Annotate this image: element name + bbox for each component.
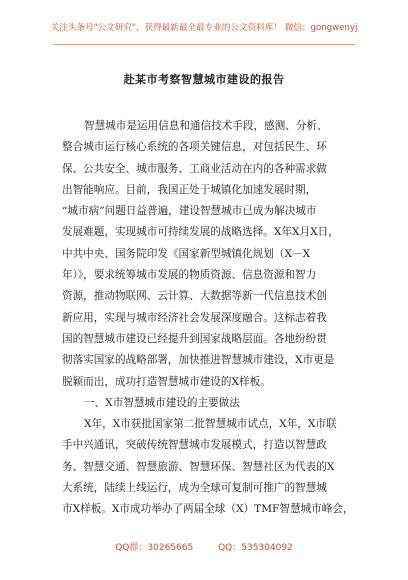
body-line: 发展难题，实现城市可持续发展的战略选择。X年X月X日， [62,226,339,239]
body-line: 大系统，陆续上线运行，成为全球可复制可推广的智慧城 [62,482,327,495]
body-line: 出智能响应。目前，我国正处于城镇化加速发展时期， [62,183,317,196]
body-line: 资源，推动物联网、云计算、大数据等新一代信息技术创 [62,290,327,303]
body-line: 国的智慧城市建设已经提升到国家战略层面。各地纷纷贯 [62,332,327,345]
footer-qq: QQ：535304092 [218,543,293,553]
header-divider [53,44,355,45]
body-line: 智慧城市是运用信息和通信技术手段，感测、分析、 [84,120,328,132]
footer-qq-group: QQ群：30265665 [115,543,194,553]
document-title: 赴某市考察智慧城市建设的报告 [123,73,285,86]
body-line: 整合城市运行核心系统的各项关键信息，对包括民生、环 [62,141,327,154]
document-body [62,116,354,521]
body-line: 务、智慧交通、智慧旅游、智慧环保、智慧社区为代表的X [62,460,335,473]
body-line: 脱颖而出，成功打造智慧城市建设的X样板。 [62,375,271,388]
footer-contact [0,540,408,553]
body-line: 市X样板。X市成功举办了两届全球（X）TMF智慧城市峰会， [62,503,354,516]
body-line: “城市病”问题日益普遍，建设智慧城市已成为解决城市 [62,205,317,218]
header-banner: 关注头条号"公文研究"，获得最新最全最专业的公文资料库！ 微信：gongwenyj [50,23,358,33]
body-line: 保、公共安全、城市服务、工商业活动在内的各种需求做 [62,162,327,175]
body-line: 年）》，要求统筹城市发展的物质资源、信息资源和智力 [62,269,317,282]
body-line: 中共中央、国务院印发《国家新型城镇化规划（X－X [62,247,311,260]
body-line: 彻落实国家的战略部署，加快推进智慧城市建设，X市更是 [62,354,335,367]
body-line: 一、X市智慧城市建设的主要做法 [84,396,240,409]
body-line: X年，X市获批国家第二批智慧城市试点，X年，X市联 [84,418,337,431]
body-line: 手中兴通讯，突破传统智慧城市发展模式，打造以智慧政 [62,439,327,452]
body-line: 新应用，实现与城市经济社会发展深度融合。这标志着我 [62,311,327,324]
